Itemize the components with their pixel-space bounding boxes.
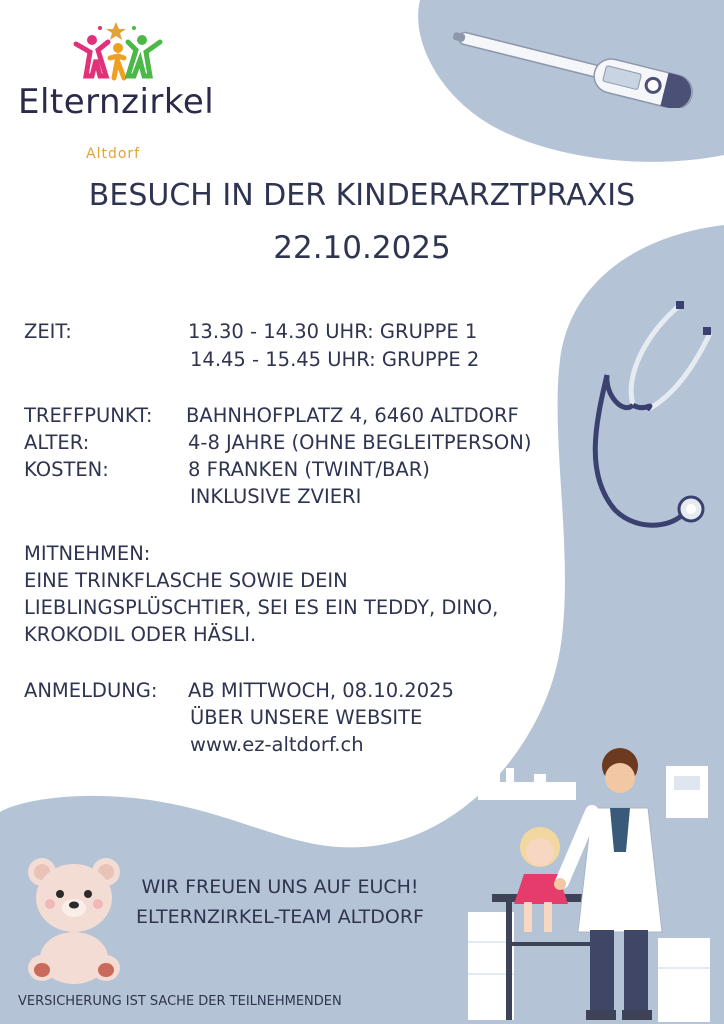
stethoscope-icon [585, 295, 720, 540]
zeit-value-1: 13.30 - 14.30 UHR: GRUPPE 1 [188, 320, 478, 343]
alter-value: 4-8 JAHRE (OHNE BEGLEITPERSON) [188, 431, 532, 454]
footer-greeting: WIR FREUEN UNS AUF EUCH! [141, 876, 419, 898]
mitnehmen-line: KROKODIL ODER HÄSLI. [24, 623, 257, 646]
footer-note: VERSICHERUNG IST SACHE DER TEILNEHMENDEN [18, 994, 342, 1009]
logo-name: Elternzirkel [18, 82, 215, 122]
logo-location: Altdorf [86, 146, 141, 162]
zeit-value-2: 14.45 - 15.45 UHR: GRUPPE 2 [190, 348, 480, 371]
mitnehmen-line: LIEBLINGSPLÜSCHTIER, SEI ES EIN TEDDY, DINO, [24, 596, 499, 619]
event-date: 22.10.2025 [273, 230, 451, 266]
alter-label: ALTER: [24, 431, 90, 454]
zeit-label: ZEIT: [24, 320, 72, 343]
anmeldung-label: ANMELDUNG: [24, 679, 158, 702]
anmeldung-line: ÜBER UNSERE WEBSITE [190, 706, 423, 729]
kosten-value-2: INKLUSIVE ZVIERI [190, 485, 362, 508]
kosten-value-1: 8 FRANKEN (TWINT/BAR) [188, 458, 430, 481]
website-link[interactable]: www.ez-altdorf.ch [190, 733, 364, 756]
anmeldung-line: AB MITTWOCH, 08.10.2025 [188, 679, 454, 702]
logo-figures-icon [68, 18, 168, 84]
footer-team: ELTERNZIRKEL-TEAM ALTDORF [136, 906, 424, 928]
event-title: BESUCH IN DER KINDERARZTPRAXIS [88, 178, 636, 213]
kosten-label: KOSTEN: [24, 458, 109, 481]
treffpunkt-label: TREFFPUNKT: [24, 404, 153, 427]
mitnehmen-label: MITNEHMEN: [24, 542, 151, 565]
mitnehmen-line: EINE TRINKFLASCHE SOWIE DEIN [24, 569, 348, 592]
treffpunkt-value: BAHNHOFPLATZ 4, 6460 ALTDORF [186, 404, 519, 427]
thermometer-icon [445, 28, 710, 108]
